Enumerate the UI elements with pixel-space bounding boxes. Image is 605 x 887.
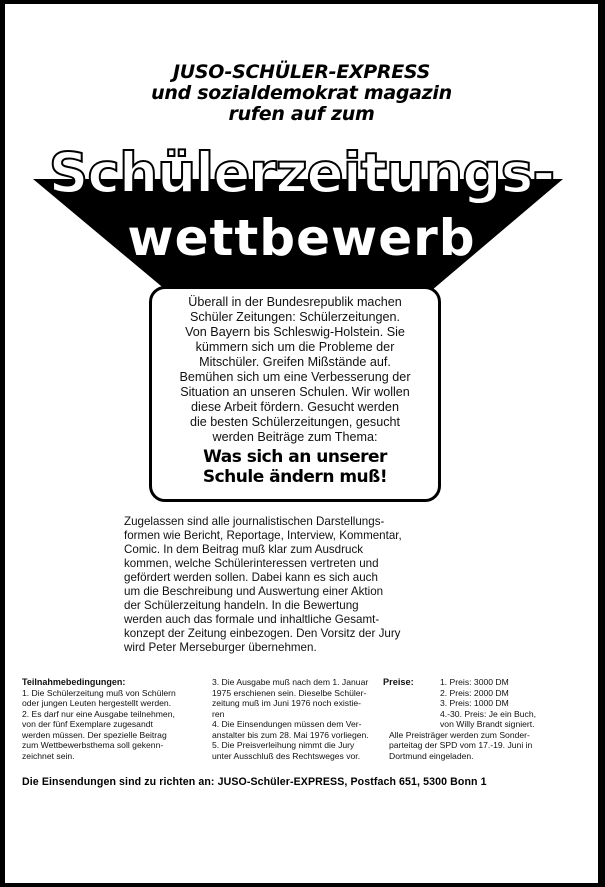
condition-line: 5. Die Preisverleihung nimmt die Jury bbox=[212, 740, 355, 750]
intro-line: Mitschüler. Greifen Mißstände auf. bbox=[199, 355, 391, 369]
body-line: gefördert werden sollen. Dabei kann es sich auch bbox=[124, 571, 378, 584]
body-line: konzept der Zeitung einbezogen. Den Vorsitz der Jury bbox=[124, 627, 401, 640]
condition-line: anstalter bis zum 28. Mai 1976 vorliegen. bbox=[212, 729, 369, 740]
condition-line: oder jungen Leuten hergestellt werden. bbox=[22, 698, 172, 708]
header-line-2: und sozialdemokrat magazin bbox=[151, 82, 452, 104]
condition-line: von der fünf Exemplare zugesandt bbox=[22, 719, 153, 729]
header-line-3: rufen auf zum bbox=[228, 103, 375, 125]
page bbox=[5, 4, 598, 883]
intro-line: Bemühen sich um eine Verbesserung der bbox=[179, 370, 411, 384]
condition-line: ren bbox=[212, 708, 225, 719]
prize-item: 4.-30. Preis: Je ein Buch, bbox=[440, 708, 537, 719]
condition-line: 2. Es darf nur eine Ausgabe teilnehmen, bbox=[22, 708, 175, 719]
intro-line: Überall in der Bundesrepublik machen bbox=[188, 295, 402, 309]
prize-item: 3. Preis: 1000 DM bbox=[440, 698, 509, 708]
prizes-note bbox=[383, 730, 573, 762]
intro-line: Von Bayern bis Schleswig-Holstein. Sie bbox=[185, 325, 405, 339]
condition-line: zeitung muß im Juni 1976 noch existie- bbox=[212, 698, 362, 708]
intro-box bbox=[149, 286, 441, 502]
footer-address: Die Einsendungen sind zu richten an: JUSO-Schüler-EXPRESS, Postfach 651, 5300 Bonn 1 bbox=[22, 776, 487, 788]
theme-headline bbox=[158, 447, 432, 487]
theme-headline-line-2: Schule ändern muß! bbox=[202, 467, 388, 487]
intro-line: Situation an unseren Schulen. Wir wollen bbox=[180, 385, 410, 399]
prizes-label: Preise: bbox=[383, 677, 414, 687]
body-line: werden auch das formale und inhaltliche Gesamt- bbox=[124, 613, 380, 626]
title-line-1: Schülerzeitungs- bbox=[48, 141, 555, 205]
prizes-block bbox=[383, 677, 573, 730]
header-line-1: JUSO-SCHÜLER-EXPRESS bbox=[173, 61, 430, 83]
prizes-list bbox=[440, 677, 536, 730]
condition-line: zum Wettbewerbsthema soll gekenn- bbox=[22, 740, 164, 750]
conditions-column-2 bbox=[212, 677, 380, 761]
prize-note-line: parteitag der SPD vom 17.-19. Juni in bbox=[389, 740, 533, 750]
body-line: Comic. In dem Beitrag muß klar zum Ausdruck bbox=[124, 543, 364, 556]
condition-line: werden müssen. Der spezielle Beitrag bbox=[22, 729, 167, 740]
intro-text bbox=[158, 295, 432, 445]
prize-item: 2. Preis: 2000 DM bbox=[440, 687, 509, 698]
body-line: kommen, welche Schülerinteressen vertreten und bbox=[124, 557, 379, 570]
intro-line: Schüler Zeitungen: Schülerzeitungen. bbox=[189, 310, 401, 324]
body-text bbox=[124, 515, 444, 655]
body-line: der Schülerzeitung handeln. In die Bewertung bbox=[124, 599, 359, 612]
prizes-column bbox=[383, 677, 573, 761]
condition-line: 1. Die Schülerzeitung muß von Schülern bbox=[22, 687, 176, 698]
conditions-heading: Teilnahmebedingungen: bbox=[22, 677, 126, 687]
body-line: formen wie Bericht, Reportage, Interview, Kommentar, bbox=[124, 529, 402, 542]
conditions-column-1 bbox=[22, 677, 192, 761]
intro-line: werden Beiträge zum Thema: bbox=[212, 430, 378, 444]
condition-line: 3. Die Ausgabe muß nach dem 1. Januar bbox=[212, 677, 369, 687]
intro-line: diese Arbeit fördern. Gesucht werden bbox=[191, 400, 399, 414]
prize-note-line: Dortmund eingeladen. bbox=[389, 750, 474, 761]
intro-line: kümmern sich um die Probleme der bbox=[195, 340, 395, 354]
title-line-2: wettbewerb bbox=[127, 209, 476, 267]
body-line: wird Peter Merseburger übernehmen. bbox=[124, 641, 317, 654]
prize-item: 1. Preis: 3000 DM bbox=[440, 677, 509, 687]
condition-line: unter Ausschluß des Rechtsweges vor. bbox=[212, 750, 361, 761]
prize-item: von Willy Brandt signiert. bbox=[440, 719, 535, 729]
condition-line: 1975 erschienen sein. Dieselbe Schüler- bbox=[212, 687, 367, 698]
theme-headline-line-1: Was sich an unserer bbox=[203, 447, 387, 467]
condition-line: zeichnet sein. bbox=[22, 750, 75, 761]
body-line: um die Beschreibung und Auswertung einer Aktion bbox=[124, 585, 384, 598]
condition-line: 4. Die Einsendungen müssen dem Ver- bbox=[212, 719, 362, 729]
body-line: Zugelassen sind alle journalistischen Darstellungs- bbox=[124, 515, 385, 528]
intro-line: die besten Schülerzeitungen, gesucht bbox=[189, 415, 401, 429]
prize-note-line: Alle Preisträger werden zum Sonder- bbox=[389, 729, 530, 740]
